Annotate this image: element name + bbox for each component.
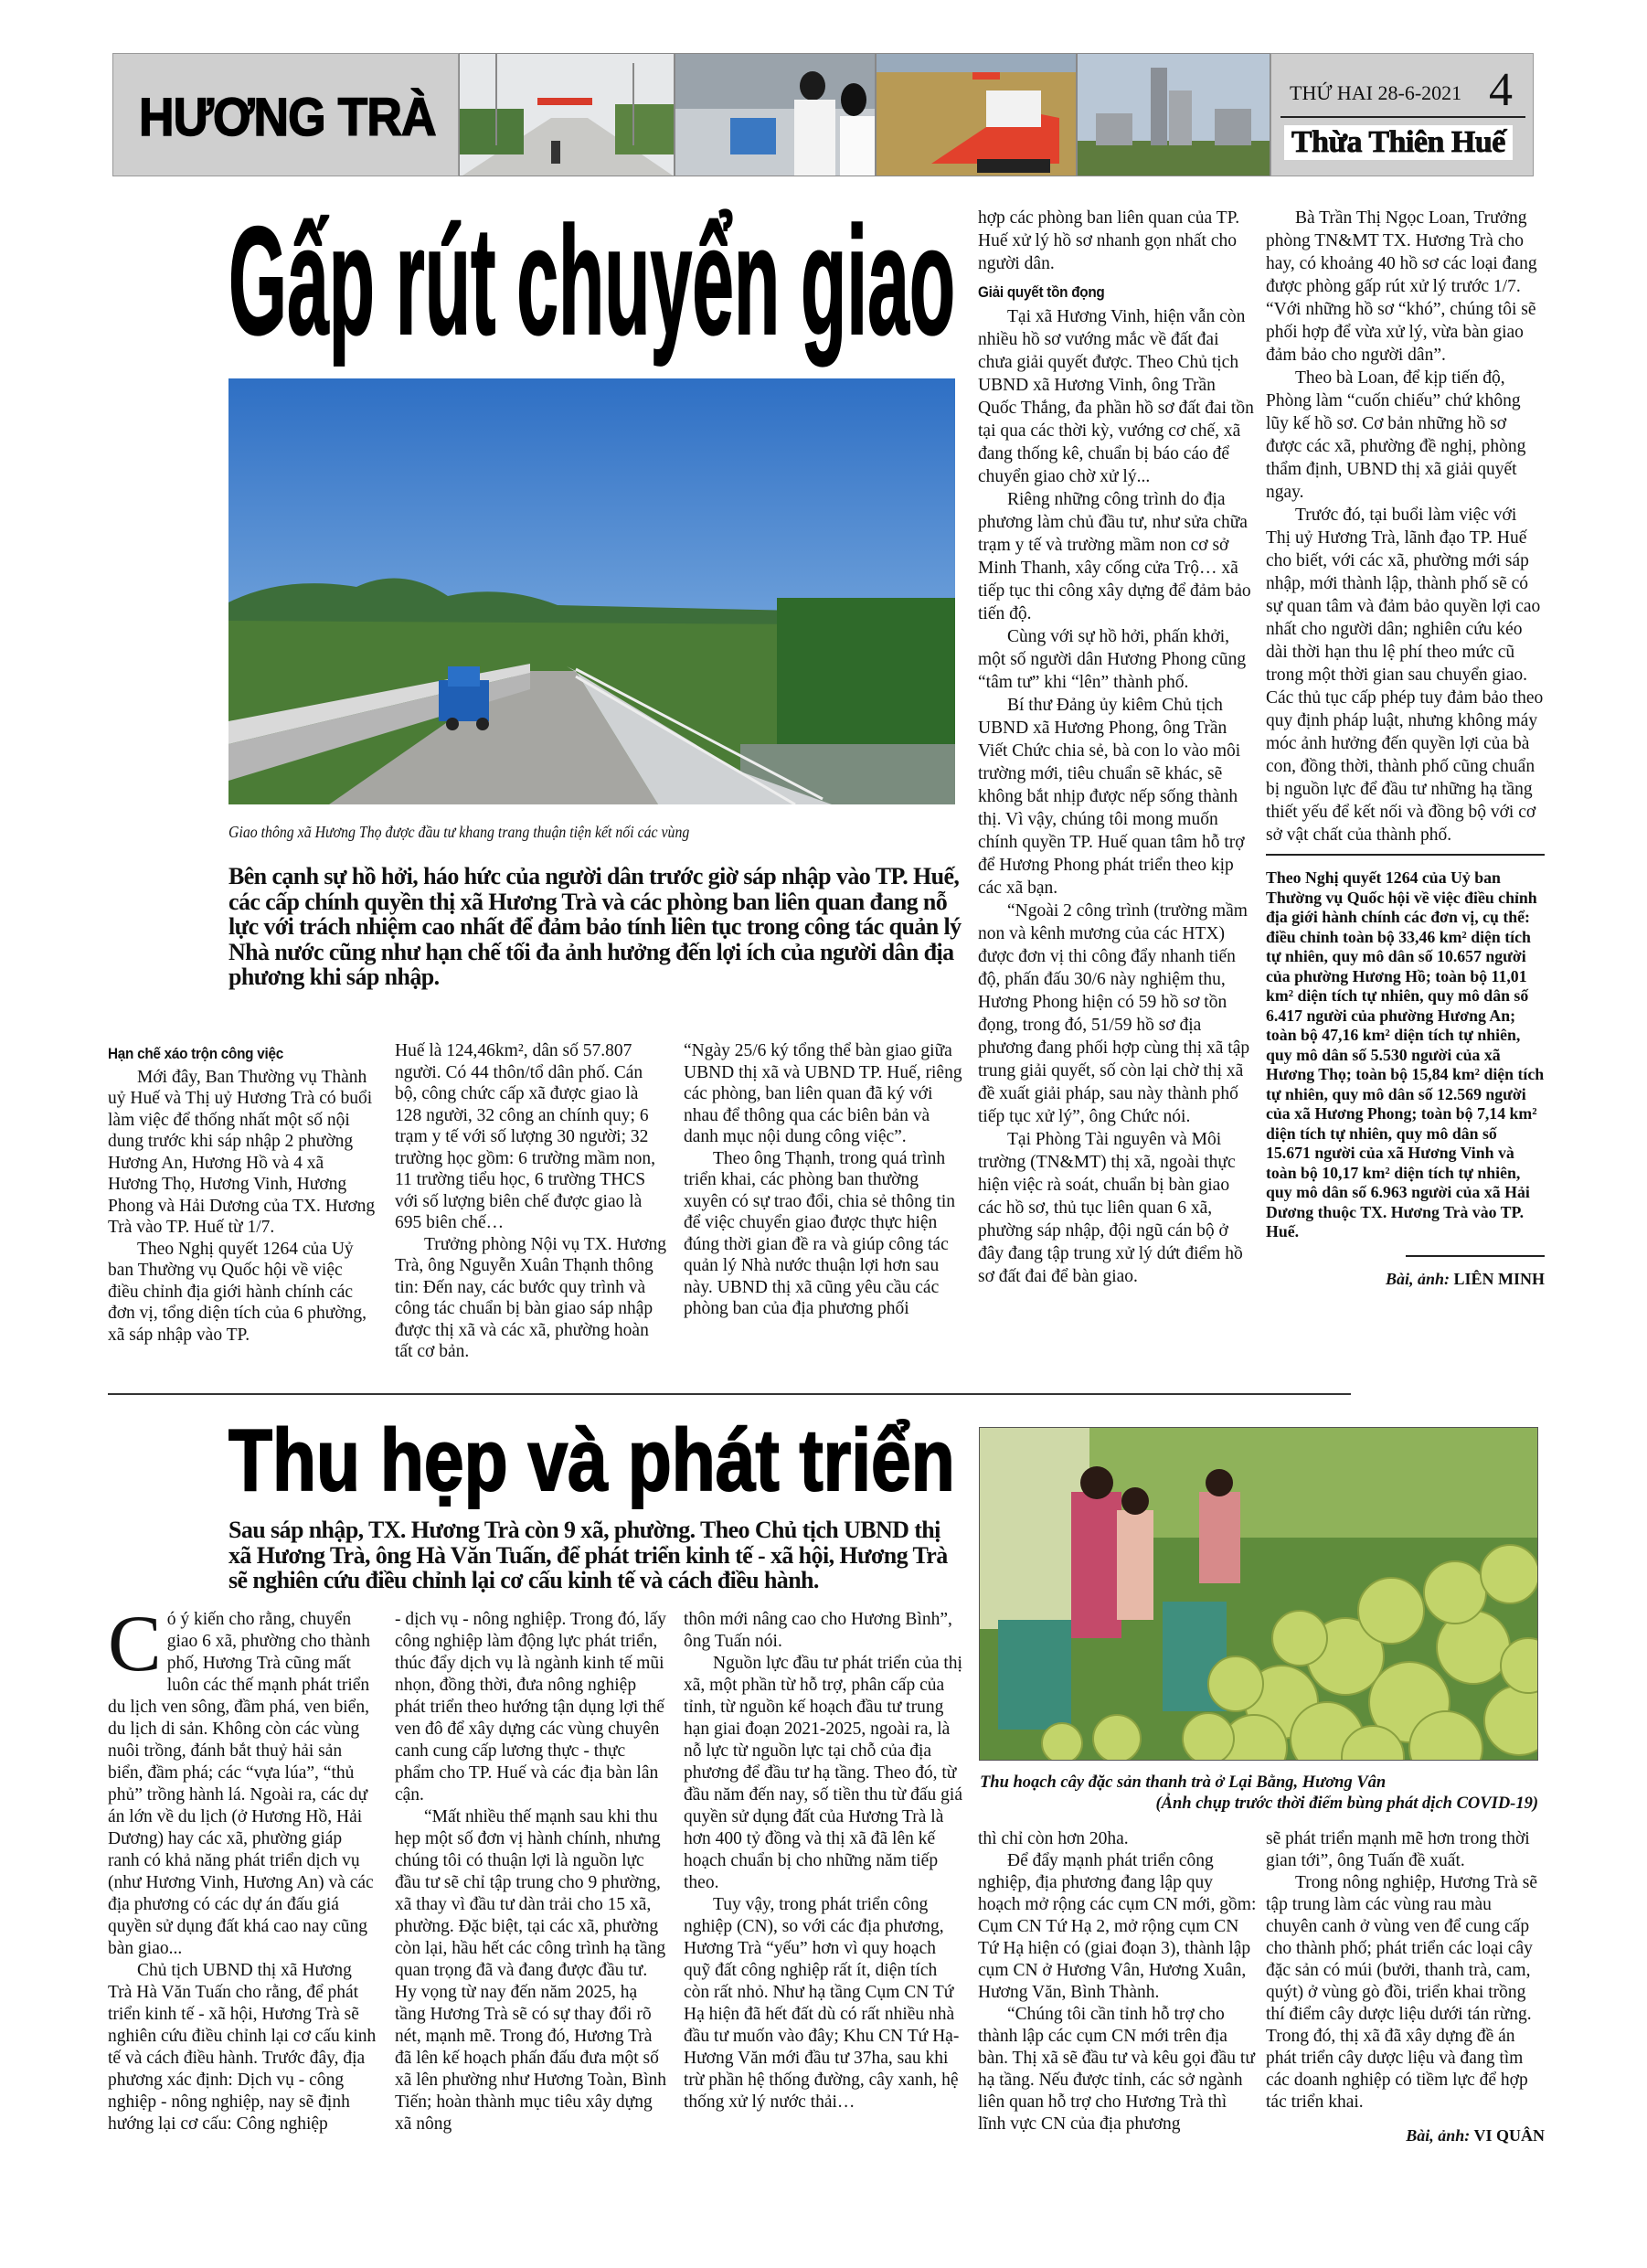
pomelo-fruit xyxy=(1183,1713,1234,1761)
article2-photo-note: (Ảnh chụp trước thời điểm bùng phát dịch COVID-19) xyxy=(1155,1794,1538,1813)
article2-headline: Thu hẹp và phát triển xyxy=(228,1411,955,1509)
paragraph: thôn mới nâng cao cho Hương Bình”, ông Tuấn nói. xyxy=(684,1610,952,1651)
paragraph: “Ngoài 2 công trình (trường mầm non và kênh mương của các HTX) được đơn vị thi công đẩy nhanh tiến độ, phấn đấu 30/6 này nghiệm thu, Hương Phong hiện có 59 hồ sơ tồn đọng, trong đó, 51/59 hồ sơ địa phương đang phối hợp cùng thị xã tập trung giải quyết, số còn lại chờ thị xã đề xuất giải pháp, sau này thành phố tiếp tục xử lý”, ông Chức nói. xyxy=(978,901,1250,1126)
paragraph: Theo Nghị quyết 1264 của Uỷ ban Thường vụ Quốc hội về việc điều chỉnh địa giới hành chính các đơn vị, tổng diện tích của 6 phường, xã sáp nhập vào TP. xyxy=(108,1239,367,1345)
article1-headline: Gấp rút chuyển giao xyxy=(228,195,956,367)
article2-photo-caption: Thu hoạch cây đặc sản thanh trà ở Lại Bằng, Hương Vân xyxy=(980,1773,1387,1792)
paragraph: Theo bà Loan, để kịp tiến độ, Phòng làm “cuốn chiếu” chứ không lũy kế hồ sơ. Cơ bản những hồ sơ được các xã, phường đề nghị, phòng thẩm định, UBND thị xã giải quyết ngay. xyxy=(1266,368,1526,502)
paragraph: Cùng với sự hồ hởi, phấn khởi, một số người dân Hương Phong cũng “tâm tư” khi “lên” thành phố. xyxy=(978,627,1247,692)
article1-column-5 xyxy=(1266,207,1545,1291)
paragraph xyxy=(108,1600,377,1960)
paragraph: Riêng những công trình do địa phương làm chủ đầu tư, như sửa chữa trạm y tế và trường mầm non cơ sở Minh Thanh, xây cống cửa Trộ… xã tiếp tục thi công xây dựng để đảm bảo tiến độ. xyxy=(978,490,1251,623)
paragraph: Để đẩy mạnh phát triển công nghiệp, địa phương đang lập quy hoạch mở rộng các cụm CN mới, gồm: Cụm CN Tứ Hạ 2, mở rộng cụm CN Tứ Hạ hiện có (giai đoạn 3), thành lập cụm CN ở Hương Vân, Hương Xuân, Hương Văn, Bình Thành. xyxy=(978,1851,1257,2002)
paragraph: Trước đó, tại buổi làm việc với Thị uỷ Hương Trà, lãnh đạo TP. Huế cho biết, với các xã, phường mới sáp nhập, mới thành lập, thành phố sẽ có sự quan tâm và đảm bảo quyền lợi cao nhất cho người dân; nghiên cứu kéo dài thời hạn thu lệ phí theo mức cũ trong một thời gian sau chuyển giao. Các thủ tục cấp phép tuy đảm bảo theo quy định pháp luật, nhưng không máy móc ảnh hưởng đến quyền lợi của bà con, đồng thời, thành phố cũng chuẩn bị nguồn lực để đầu tư những hạ tầng thiết yếu để kết nối và đồng bộ với cơ sở vật chất của thành phố. xyxy=(1266,506,1544,845)
drop-cap: C xyxy=(108,1600,162,1688)
paragraph: Tại xã Hương Vinh, hiện vẫn còn nhiều hồ sơ vướng mắc về đất đai chưa giải quyết được. Theo Chủ tịch UBND xã Hương Vinh, ông Trần Quốc Thắng, đa phần hồ sơ đất đai tồn tại qua các thời kỳ, vướng cơ chế, xã đang thống kê, chuẩn bị báo cáo để chuyển giao chờ xử lý... xyxy=(978,307,1254,486)
pomelo-fruit xyxy=(1424,1561,1486,1624)
pomelo-fruit xyxy=(1481,1545,1538,1603)
byline-author: VI QUÂN xyxy=(1473,2126,1545,2145)
byline-label: Bài, ảnh: xyxy=(1406,2126,1471,2145)
pomelo-fruit xyxy=(1272,1611,1327,1666)
pomelo-fruit xyxy=(1042,1723,1082,1761)
paragraph: thì chỉ còn hơn 20ha. xyxy=(978,1829,1129,1848)
article1-headline-box xyxy=(228,197,955,366)
page-number: 4 xyxy=(1489,64,1513,116)
harvester-photo xyxy=(876,53,1077,176)
byline-label: Bài, ảnh: xyxy=(1385,1269,1450,1288)
paragraph: Theo ông Thạnh, trong quá trình triển khai, các phòng ban thường xuyên có sự trao đổi, chia sẻ thông tin để việc chuyển giao được thực hiện đúng thời gian đề ra và giúp công tác quản lý Nhà nước thuận lợi hơn sau này. UBND thị xã cũng yêu cầu các phòng ban của địa phương phối xyxy=(684,1148,956,1318)
paragraph: Tại Phòng Tài nguyên và Môi trường (TN&MT) thị xã, ngoài thực hiện việc rà soát, chuẩn bị bàn giao các hồ sơ, thủ tục liên quan 6 xã, phường sáp nhập, đội ngũ cán bộ ở đây đang tập trung xử lý dứt điểm hồ sơ đất đai để bàn giao. xyxy=(978,1130,1243,1286)
paragraph: Mới đây, Ban Thường vụ Thành uỷ Huế và Thị uỷ Hương Trà có buổi làm việc để thống nhất một số nội dung trước khi sáp nhập 2 phường Hương An, Hương Hồ và 4 xã Hương Thọ, Hương Vinh, Hương Phong và Hải Dương của TX. Hương Trà vào TP. Huế từ 1/7. xyxy=(108,1067,376,1237)
masthead-box xyxy=(1270,53,1534,176)
paragraph: Chủ tịch UBND thị xã Hương Trà Hà Văn Tuấn cho rằng, để phát triển kinh tế - xã hội, Hương Trà sẽ nghiên cứu điều chỉnh lại cơ cấu kinh tế và cách điều hành. Trước đây, địa phương xác định: Dịch vụ - công nghiệp - nông nghiệp, nay sẽ định hướng lại cơ cấu: Công nghiệp xyxy=(108,1961,377,2134)
paragraph: “Mất nhiều thế mạnh sau khi thu hẹp một số đơn vị hành chính, nhưng chúng tôi có thuận lợi là nguồn lực đầu tư sẽ chỉ tập trung cho 9 phường, xã thay vì đầu tư dàn trải cho 15 xã, phường. Đặc biệt, tại các xã, phường còn lại, hầu hết các công trình hạ tầng quan trọng đã và đang được đầu tư. Hy vọng từ nay đến năm 2025, hạ tầng Hương Trà sẽ có sự thay đổi rõ nét, mạnh mẽ. Trong đó, Hương Trà đã lên kế hoạch phấn đấu đưa một số xã lên phường như Hương Toàn, Bình Tiến; hoàn thành mục tiêu xây dựng xã nông xyxy=(395,1807,667,2134)
pomelo-fruit xyxy=(1358,1578,1424,1644)
subheading: Hạn chế xáo trộn công việc xyxy=(108,1045,283,1062)
paragraph: Bà Trần Thị Ngọc Loan, Trưởng phòng TN&MT TX. Hương Trà cho hay, có khoảng 40 hồ sơ các loại đang được phòng gấp rút xử lý trước 1/7. “Với những hồ sơ “khó”, chúng tôi sẽ phối hợp để vừa xử lý, vừa bàn giao đảm bảo cho người dân”. xyxy=(1266,208,1537,365)
byline-author: LIÊN MINH xyxy=(1453,1269,1545,1288)
masthead-rule xyxy=(1280,116,1525,118)
article1-column-2 xyxy=(395,1040,667,1363)
byline-rule xyxy=(1406,1255,1546,1257)
pomelo-fruit xyxy=(1208,1656,1263,1711)
paragraph: Trưởng phòng Nội vụ TX. Hương Trà, ông Nguyễn Xuân Thạnh thông tin: Đến nay, các bước quy trình và công tác chuẩn bị bàn giao sáp nhập được thị xã và các xã, phường hoàn tất cơ bản. xyxy=(395,1234,666,1361)
article2-column-4 xyxy=(978,1828,1257,2135)
issue-date: THỨ HAI 28-6-2021 xyxy=(1290,81,1462,104)
paragraph: hợp các phòng ban liên quan của TP. Huế xử lý hồ sơ nhanh gọn nhất cho người dân. xyxy=(978,208,1240,273)
subheading: Giải quyết tồn đọng xyxy=(978,283,1105,301)
section-title: HƯƠNG TRÀ xyxy=(139,88,436,147)
author-byline xyxy=(1266,2124,1545,2146)
newspaper-logo: Thừa Thiên Huế xyxy=(1284,125,1513,160)
article2-headline-box xyxy=(228,1411,955,1509)
article1-photo-caption: Giao thông xã Hương Thọ được đầu tư khang trang thuận tiện kết nối các vùng xyxy=(228,823,690,841)
author-byline xyxy=(1266,1268,1545,1291)
paragraph: “Ngày 25/6 ký tổng thể bàn giao giữa UBND thị xã và UBND TP. Huế, riêng các phòng, ban liên quan đã ký với nhau để thông qua các biên bản và danh mục nội dung công việc”. xyxy=(684,1041,962,1146)
article-divider xyxy=(108,1393,1351,1395)
pomelo-fruit xyxy=(1093,1715,1141,1761)
article1-column-3 xyxy=(684,1040,962,1320)
factory-workers-photo xyxy=(675,53,876,176)
article2-lead: Sau sáp nhập, TX. Hương Trà còn 9 xã, phường. Theo Chủ tịch UBND thị xã Hương Trà, ông Hà Văn Tuấn, để phát triển kinh tế - xã hội, Hương Trà sẽ nghiên cứu điều chỉnh lại cơ cấu kinh tế và cách điều hành. xyxy=(228,1517,948,1593)
paragraph: sẽ phát triển mạnh mẽ hơn trong thời gian tới”, ông Tuấn đề xuất. xyxy=(1266,1829,1530,1870)
article1-lead: Bên cạnh sự hồ hởi, háo hức của người dân trước giờ sáp nhập vào TP. Huế, các cấp chính quyền thị xã Hương Trà và các phòng ban liên quan đang nỗ lực với trách nhiệm cao nhất để đảm bảo tính liên tục trong công tác quản lý Nhà nước cũng như hạn chế tối đa ảnh hưởng đến lợi ích của người dân địa phương khi sáp nhập. xyxy=(228,863,962,990)
article1-column-4 xyxy=(978,207,1257,1288)
paragraph: Nguồn lực đầu tư phát triển của thị xã, một phần từ hỗ trợ, phân cấp của tỉnh, từ nguồn kế hoạch đầu tư trung hạn giai đoạn 2021-2025, ngoài ra, là nỗ lực từ nguồn lực tại chỗ của địa phương để đầu tư hạ tầng. Theo đó, từ đầu năm đến nay, số tiền thu từ đấu giá quyền sử dụng đất của Hương Trà là hơn 400 tỷ đồng và thị xã đã lên kế hoạch chuẩn bị cho những năm tiếp theo. xyxy=(684,1654,962,1892)
paragraph-text: ó ý kiến cho rằng, chuyển giao 6 xã, phường cho thành phố, Hương Trà cũng mất luôn các thế mạnh phát triển du lịch ven sông, đầm phá, ven biển, du lịch di sản. Không còn các vùng nuôi trồng, đánh bắt thuỷ hải sản biển, đầm phá; các “vựa lúa”, “thủ phủ” trồng hành lá. Ngoài ra, các dự án lớn về du lịch (ở Hương Hồ, Hải Dương) hay các xã, phường giáp ranh có khả năng phát triển dịch vụ (như Hương Vinh, Hương An) và các địa phương có các dự án đấu giá quyền sử dụng đất khá cao nay cũng bàn giao... xyxy=(108,1610,374,1958)
paragraph: “Chúng tôi cần tỉnh hỗ trợ cho thành lập các cụm CN mới trên địa bàn. Thị xã sẽ đầu tư và kêu gọi đầu tư hạ tầng. Nếu được tỉnh, các sở ngành liên quan hỗ trợ cho Hương Trà thì lĩnh vực CN của địa phương xyxy=(978,2005,1255,2134)
paragraph: Tuy vậy, trong phát triển công nghiệp (CN), so với các địa phương, Hương Trà “yếu” hơn vì quy hoạch quỹ đất công nghiệp rất ít, diện tích còn rất nhỏ. Như hạ tầng Cụm CN Tứ Hạ hiện đã hết đất dù có rất nhiều nhà đầu tư muốn vào đây; Khu CN Tứ Hạ-Hương Văn mới đầu tư 37ha, sau khi trừ phần hệ thống đường, cây xanh, hệ thống xử lý nước thải… xyxy=(684,1895,960,2112)
paragraph: Huế là 124,46km², dân số 57.807 người. Có 44 thôn/tổ dân phố. Cán bộ, công chức cấp xã được giao là 128 người, 32 công an chính quy; 6 trạm y tế với số lượng 30 người; 32 trường học gồm: 6 trường mầm non, 11 trường tiểu học, 6 trường THCS với số lượng biên chế được giao là 695 biên chế… xyxy=(395,1041,655,1232)
paragraph: Trong nông nghiệp, Hương Trà sẽ tập trung làm các vùng rau màu chuyên canh ở vùng ven để cung cấp cho thành phố; phát triển các loại cây đặc sản có múi (bưởi, thanh trà, cam, quýt) ở vùng gò đồi, triển khai trồng thí điểm cây dược liệu dưới tán rừng. Trong đó, thị xã đã xây dựng đề án phát triển cây dược liệu và đang tìm các doanh nghiệp có tiềm lực để hợp tác triển khai. xyxy=(1266,1873,1538,2112)
article2-column-2 xyxy=(395,1609,667,2135)
article1-column-1 xyxy=(108,1038,377,1346)
cement-plant-photo xyxy=(1077,53,1270,176)
paragraph: Bí thư Đảng ủy kiêm Chủ tịch UBND xã Hương Phong, ông Trần Viết Chức chia sẻ, bà con lo vào môi trường mới, tiêu chuẩn sẽ khác, sẽ không bắt nhịp được nếp sống thành thị. Vì vậy, chúng tôi mong muốn chính quyền TP. Huế quan tâm hỗ trợ để Hương Phong phát triển theo kịp các xã bạn. xyxy=(978,696,1245,898)
article2-photo-fruit-harvest xyxy=(979,1427,1538,1761)
article2-column-5 xyxy=(1266,1828,1545,2146)
resolution-info-box: Theo Nghị quyết 1264 của Uỷ ban Thường vụ Quốc hội về việc điều chỉnh địa giới hành chính các đơn vị, cụ thể: điều chỉnh toàn bộ 33,46 km² diện tích tự nhiên, quy mô dân số 10.657 người của phường Hương Hồ; toàn bộ 11,01 km² diện tích tự nhiên, quy mô dân số 6.417 người của phường Hương An; toàn bộ 47,16 km² diện tích tự nhiên, quy mô dân số 5.530 người của xã Hương Thọ; toàn bộ 15,84 km² diện tích tự nhiên, quy mô dân số 12.569 người của xã Hương Phong; toàn bộ 7,14 km² diện tích tự nhiên, quy mô dân số 15.671 người của xã Hương Vinh và toàn bộ 10,17 km² diện tích tự nhiên, quy mô dân số 6.963 người của xã Hải Dương thuộc TX. Hương Trà vào TP. Huế. xyxy=(1266,854,1545,1242)
article1-photo-bridge xyxy=(228,378,955,804)
article2-column-1 xyxy=(108,1600,377,2135)
paragraph: - dịch vụ - nông nghiệp. Trong đó, lấy công nghiệp làm động lực phát triển, thúc đẩy dịch vụ là ngành kinh tế mũi nhọn, đồng thời, đưa nông nghiệp phát triển theo hướng tận dụng lợi thế ven đô để xây dựng các vùng chuyên canh cung cấp lương thực - thực phẩm cho TP. Huế và các địa bàn lân cận. xyxy=(395,1610,666,1805)
street-photo xyxy=(459,53,675,176)
article2-column-3 xyxy=(684,1609,962,2114)
section-banner xyxy=(112,53,459,176)
